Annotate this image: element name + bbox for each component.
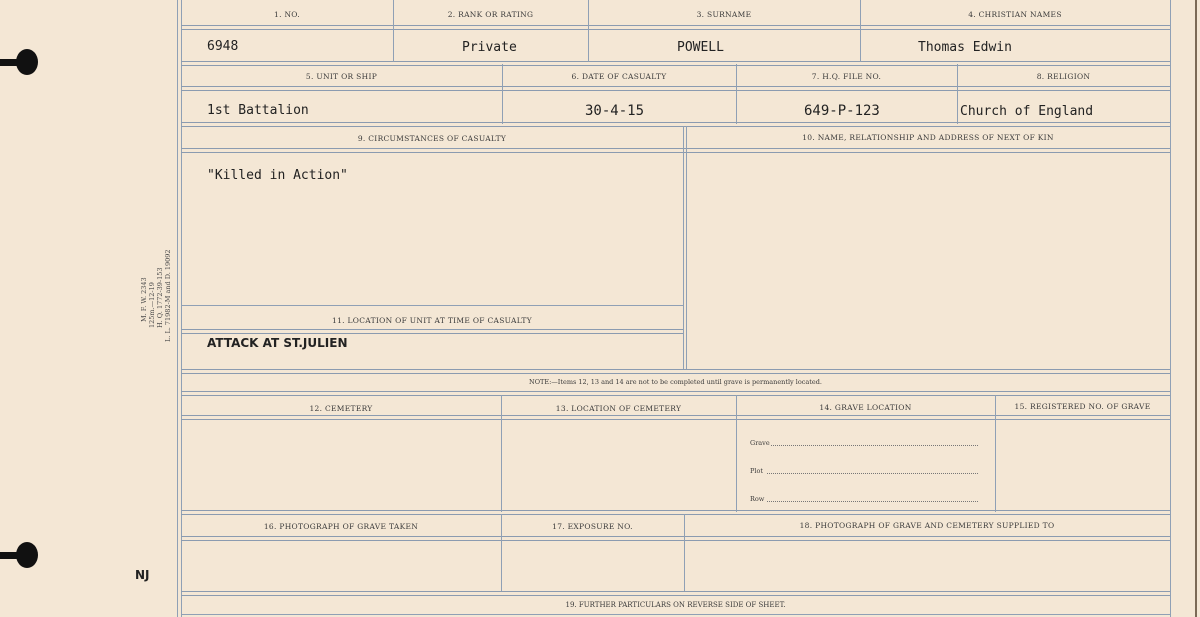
row2-bottom-rule	[181, 122, 1170, 127]
label-religion: 8. RELIGION	[1036, 72, 1091, 81]
grave-line-label: Grave	[750, 439, 770, 447]
footer-top-rule	[181, 591, 1170, 596]
row2-label-rule	[181, 86, 1170, 91]
row3-label-rule	[181, 148, 1170, 153]
initials: NJ	[135, 568, 150, 582]
value-date-of-casualty: 30-4-15	[585, 103, 645, 119]
row1-label-rule	[181, 25, 1170, 30]
side-print-1: M. F. W. 2343	[140, 277, 148, 322]
value-christian-names: Thomas Edwin	[918, 40, 1012, 55]
footer-bottom-rule	[181, 614, 1170, 615]
row4-bottom-rule	[181, 510, 1170, 515]
grave-dotted-line	[771, 445, 978, 446]
note-top-rule	[181, 369, 1170, 374]
value-number: 6948	[207, 39, 239, 54]
value-location-of-unit: ATTACK AT ST.JULIEN	[207, 336, 348, 350]
punch-peg-top	[0, 59, 22, 66]
label-registered-no: 15. REGISTERED NO. OF GRAVE	[1014, 402, 1151, 411]
row1-bottom-rule	[181, 61, 1170, 66]
value-religion: Church of England	[960, 104, 1094, 119]
label-circumstances: 9. CIRCUMSTANCES OF CASUALTY	[357, 134, 507, 143]
row-line-label: Row	[750, 495, 765, 503]
row4-divider-2	[736, 395, 737, 512]
note-text: NOTE:—Items 12, 13 and 14 are not to be completed until grave is permanently located.	[529, 378, 822, 386]
label-photograph-taken: 16. PHOTOGRAPH OF GRAVE TAKEN	[263, 522, 419, 531]
value-unit: 1st Battalion	[207, 103, 309, 118]
label-grave-location: 14. GRAVE LOCATION	[819, 403, 912, 412]
row4-divider-3	[995, 395, 996, 512]
row-dotted-line	[767, 501, 978, 502]
row3-divider-b	[686, 126, 687, 370]
punch-peg-bottom	[0, 552, 22, 559]
note-bottom-rule	[181, 391, 1170, 396]
label-cemetery: 12. CEMETERY	[309, 404, 373, 413]
label-location-of-cemetery: 13. LOCATION OF CEMETERY	[555, 404, 682, 413]
label-next-of-kin: 10. NAME, RELATIONSHIP AND ADDRESS OF NEXT OF KIN	[802, 133, 1054, 142]
label-christian-names: 4. CHRISTIAN NAMES	[968, 10, 1062, 19]
label-rank: 2. RANK OR RATING	[447, 10, 534, 19]
label-hq-file: 7. H.Q. FILE NO.	[811, 72, 882, 81]
side-print-4: L. L. 71982-M and D. 19092	[164, 249, 172, 342]
label-number: 1. NO.	[274, 10, 300, 19]
value-hq-file: 649-P-123	[804, 103, 880, 119]
row5-label-rule	[181, 536, 1170, 541]
row4-label-rule	[181, 415, 1170, 420]
frame-right-edge	[1195, 0, 1197, 617]
value-circumstances: "Killed in Action"	[207, 168, 348, 183]
value-rank: Private	[462, 40, 517, 55]
label-photograph-supplied: 18. PHOTOGRAPH OF GRAVE AND CEMETERY SUPPLIED TO	[799, 521, 1055, 530]
label-location-of-unit: 11. LOCATION OF UNIT AT TIME OF CASUALTY	[332, 316, 532, 325]
frame-left-line	[177, 0, 178, 617]
label-date-of-casualty: 6. DATE OF CASUALTY	[571, 72, 667, 81]
label-unit: 5. UNIT OR SHIP	[305, 72, 378, 81]
label-surname: 3. SURNAME	[696, 10, 752, 19]
side-print-3: H. Q. 1772-39-153	[156, 267, 164, 328]
value-surname: POWELL	[677, 40, 724, 55]
row3-location-rule	[181, 329, 683, 334]
frame-right-line	[1170, 0, 1171, 617]
plot-dotted-line	[767, 473, 978, 474]
side-print-2: 125m.—12-19	[148, 282, 156, 328]
plot-line-label: Plot	[750, 467, 763, 475]
footer-text: 19. FURTHER PARTICULARS ON REVERSE SIDE OF SHEET.	[565, 601, 786, 609]
label-exposure-no: 17. EXPOSURE NO.	[552, 522, 633, 531]
row3-divider	[683, 126, 684, 370]
row3-inner-rule	[181, 305, 683, 306]
